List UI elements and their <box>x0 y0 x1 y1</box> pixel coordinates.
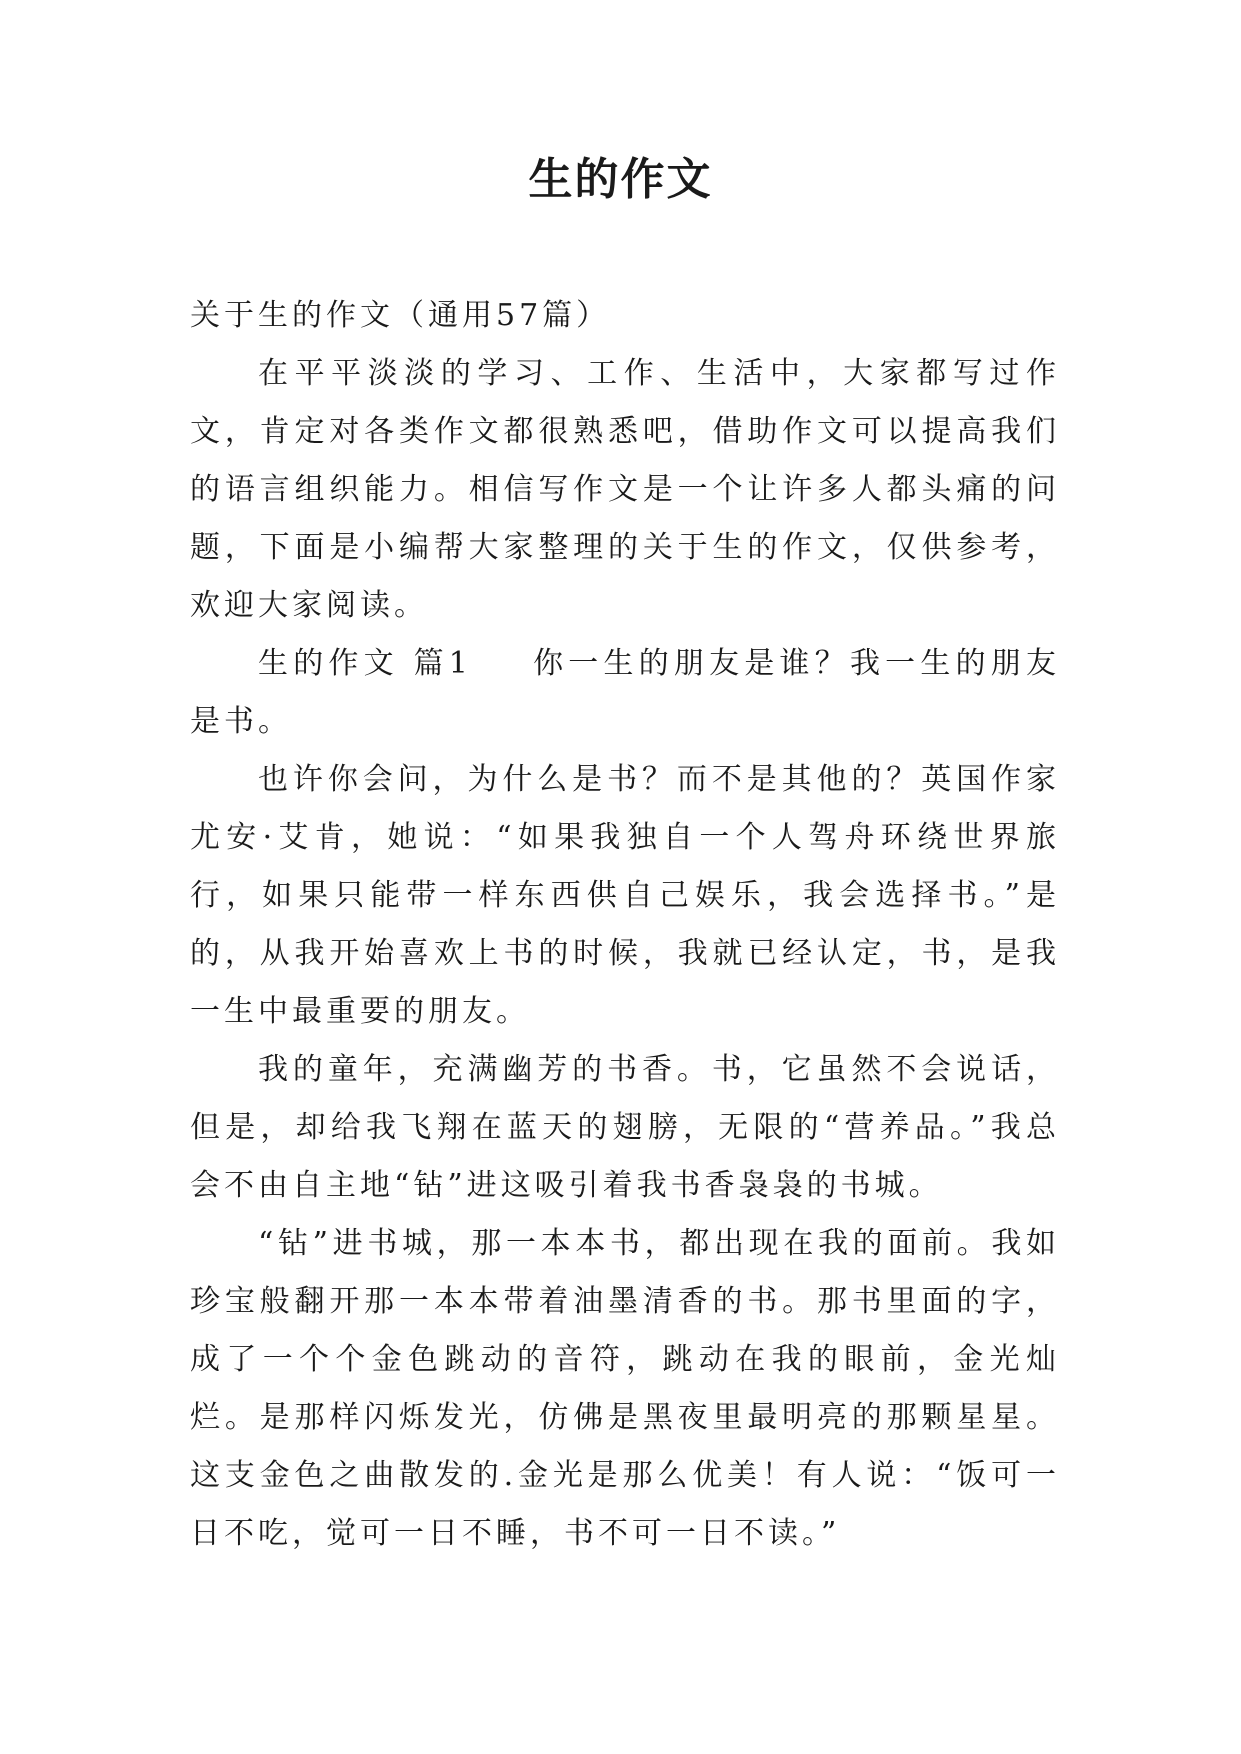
body-paragraph: 我的童年，充满幽芳的书香。书，它虽然不会说话，但是，却给我飞翔在蓝天的翅膀，无限的“营养品。”我总会不由自主地“钻”进这吸引着我书香袅袅的书城。 <box>190 1052 1060 1203</box>
intro-paragraph: 在平平淡淡的学习、工作、生活中，大家都写过作文，肯定对各类作文都很熟悉吧，借助作文可以提高我们的语言组织能力。相信写作文是一个让许多人都头痛的问题，下面是小编帮大家整理的关于生的作文，仅供参考，欢迎大家阅读。 <box>190 356 1060 623</box>
document-subtitle: 关于生的作文（通用57篇） <box>190 298 611 333</box>
section-heading: 生的作文 篇1 <box>258 646 472 681</box>
document-body <box>190 287 1060 1563</box>
body-paragraph: “钻”进书城，那一本本书，都出现在我的面前。我如珍宝般翻开那一本本带着油墨清香的书。那书里面的字，成了一个个金色跳动的音符，跳动在我的眼前，金光灿烂。是那样闪烁发光，仿佛是黑夜里最明亮的那颗星星。这支金色之曲散发的.金光是那么优美！有人说：“饭可一日不吃，觉可一日不睡，书不可一日不读。” <box>190 1226 1060 1551</box>
body-paragraph: 也许你会问，为什么是书？而不是其他的？英国作家尤安·艾肯，她说：“如果我独自一个人驾舟环绕世界旅行，如果只能带一样东西供自己娱乐，我会选择书。”是的，从我开始喜欢上书的时候，我就已经认定，书，是我一生中最重要的朋友。 <box>190 762 1060 1029</box>
section-first-text: 你一生的朋友是谁？我一生的朋友是书。 <box>190 646 1060 739</box>
section-first-paragraph <box>190 635 1060 751</box>
document-title: 生的作文 <box>528 154 713 205</box>
